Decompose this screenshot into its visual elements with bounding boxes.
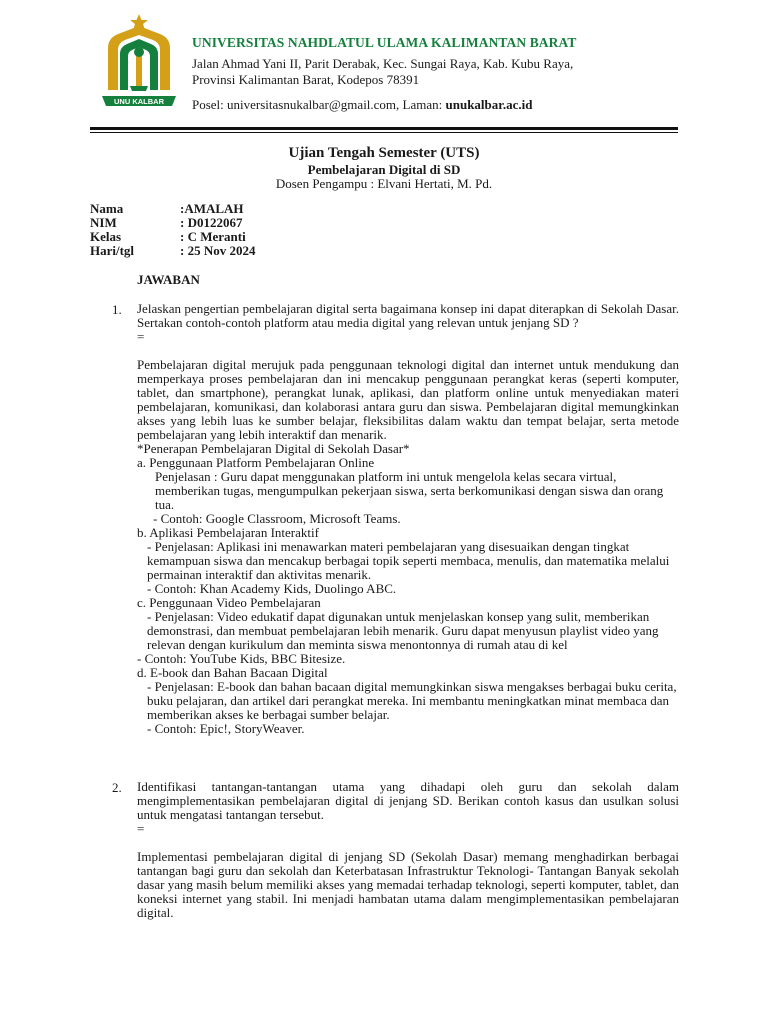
question-1-text: Jelaskan pengertian pembelajaran digital serta bagaimana konsep ini dapat diterapkan di Sekolah Dasar. Sertakan contoh-contoh platform atau media digital yang relevan untuk jenjang SD ? — [137, 301, 679, 330]
identity-value: : C Meranti — [180, 229, 246, 244]
university-contact — [192, 97, 532, 113]
subitem-d-example: - Contoh: Epic!, StoryWeaver. — [147, 721, 305, 736]
answer-2-text: Implementasi pembelajaran digital di jenjang SD (Sekolah Dasar) memang menghadirkan berbagai tantangan bagi guru dan sekolah dan Keterbatasan Infrastruktur Teknologi- Tantangan Banyak sekolah dasar yang masih belum memiliki akses yang memadai terhadap teknologi, seperti komputer, tablet, dan koneksi internet yang stabil. Ini menjadi hambatan utama dalam mengimplementasikan pembelajaran digital. — [137, 849, 679, 920]
student-identity — [90, 202, 255, 258]
website-link[interactable]: unukalbar.ac.id — [445, 97, 533, 112]
subitem-c-example: - Contoh: YouTube Kids, BBC Bitesize. — [137, 651, 346, 666]
answers-heading: JAWABAN — [137, 272, 200, 287]
subitem-b-example: - Contoh: Khan Academy Kids, Duolingo ABC. — [147, 581, 397, 596]
identity-value: :AMALAH — [180, 201, 244, 216]
university-logo — [100, 12, 178, 108]
identity-row — [90, 202, 255, 216]
address-line-1: Jalan Ahmad Yani II, Parit Derabak, Kec. Sungai Raya, Kab. Kubu Raya, — [192, 56, 574, 71]
address-line-2: Provinsi Kalimantan Barat, Kodepos 78391 — [192, 72, 420, 87]
equals-sign: = — [137, 329, 145, 344]
subitem-a-explanation — [137, 470, 679, 512]
logo-caption: UNU KALBAR — [114, 97, 164, 106]
contact-email: Posel: universitasnukalbar@gmail.com, Laman: — [192, 97, 446, 112]
question-number-1: 1. — [112, 302, 122, 317]
subitem-b-title: b. Aplikasi Pembelajaran Interaktif — [137, 525, 319, 540]
identity-value: : D0122067 — [180, 215, 243, 230]
subitem-d-explanation — [137, 680, 679, 722]
identity-label: Kelas — [90, 229, 122, 244]
lecturer-line: Dosen Pengampu : Elvani Hertati, M. Pd. — [275, 176, 493, 191]
subitem-c-explanation-text: - Penjelasan: Video edukatif dapat digunakan untuk menjelaskan konsep yang sulit, memberikan demonstrasi, dan membuat pembelajaran lebih menarik. Guru dapat menyusun playlist video yang relevan dengan kurikulum dan meminta siswa menontonnya di rumah atau di kel — [147, 609, 659, 652]
subitem-b-explanation — [137, 540, 679, 582]
subitem-a-title: a. Penggunaan Platform Pembelajaran Online — [137, 455, 375, 470]
answer-1-section-title: *Penerapan Pembelajaran Digital di Sekolah Dasar* — [137, 441, 410, 456]
question-2-block — [137, 780, 679, 920]
identity-label: Nama — [90, 201, 124, 216]
identity-row — [90, 244, 255, 258]
identity-label: Hari/tgl — [90, 243, 135, 258]
subitem-d-title: d. E-book dan Bahan Bacaan Digital — [137, 665, 328, 680]
subitem-a-explanation-text: Penjelasan : Guru dapat menggunakan platform ini untuk mengelola kelas secara virtual, memberikan tugas, mengumpulkan pekerjaan siswa, serta berkomunikasi dengan siswa dan orang tua. — [155, 469, 664, 512]
subitem-a-example: - Contoh: Google Classroom, Microsoft Teams. — [153, 511, 401, 526]
letterhead-rule-thick — [90, 127, 678, 130]
course-title: Pembelajaran Digital di SD — [307, 162, 461, 177]
question-number-2: 2. — [112, 780, 122, 795]
subitem-c-explanation — [137, 610, 679, 652]
university-address — [192, 56, 573, 88]
identity-label: NIM — [90, 215, 117, 230]
subitem-d-explanation-text: - Penjelasan: E-book dan bahan bacaan digital memungkinkan siswa mengakses berbagai buku cerita, buku pelajaran, dan artikel dari perangkat mereka. Ini membantu meningkatkan minat membaca dan memberikan akses ke berbagai sumber belajar. — [147, 679, 677, 722]
identity-row — [90, 216, 255, 230]
equals-sign: = — [137, 821, 145, 836]
identity-row — [90, 230, 255, 244]
question-1-block — [137, 302, 679, 736]
answer-1-intro: Pembelajaran digital merujuk pada penggunaan teknologi digital dan internet untuk mendukung dan memperkaya proses pembelajaran dan ini mencakup penggunaan perangkat keras (seperti komputer, tablet, dan smartphone), perangkat lunak, aplikasi, dan platform online untuk menyediakan materi pembelajaran, komunikasi, dan kolaborasi antara guru dan siswa. Pembelajaran digital memungkinkan akses yang lebih luas ke sumber belajar, fleksibilitas dalam waktu dan tempat belajar, serta metode pembelajaran yang lebih interaktif dan menarik. — [137, 357, 679, 442]
subitem-c-title: c. Penggunaan Video Pembelajaran — [137, 595, 321, 610]
letterhead-rule-thin — [90, 132, 678, 133]
university-name: UNIVERSITAS NAHDLATUL ULAMA KALIMANTAN BARAT — [192, 35, 577, 50]
question-2-text: Identifikasi tantangan-tantangan utama yang dihadapi oleh guru dan sekolah dalam mengimplementasikan pembelajaran digital di jenjang SD. Berikan contoh kasus dan usulkan solusi untuk mengatasi tantangan tersebut. — [137, 779, 679, 822]
subitem-b-explanation-text: - Penjelasan: Aplikasi ini menawarkan materi pembelajaran yang disesuaikan dengan tingkat kemampuan siswa dan mencakup berbagai topik seperti membaca, menulis, dan matematika melalui permainan interaktif dan aktivitas menarik. — [147, 539, 670, 582]
exam-title: Ujian Tengah Semester (UTS) — [288, 145, 480, 161]
identity-value: : 25 Nov 2024 — [180, 243, 256, 258]
